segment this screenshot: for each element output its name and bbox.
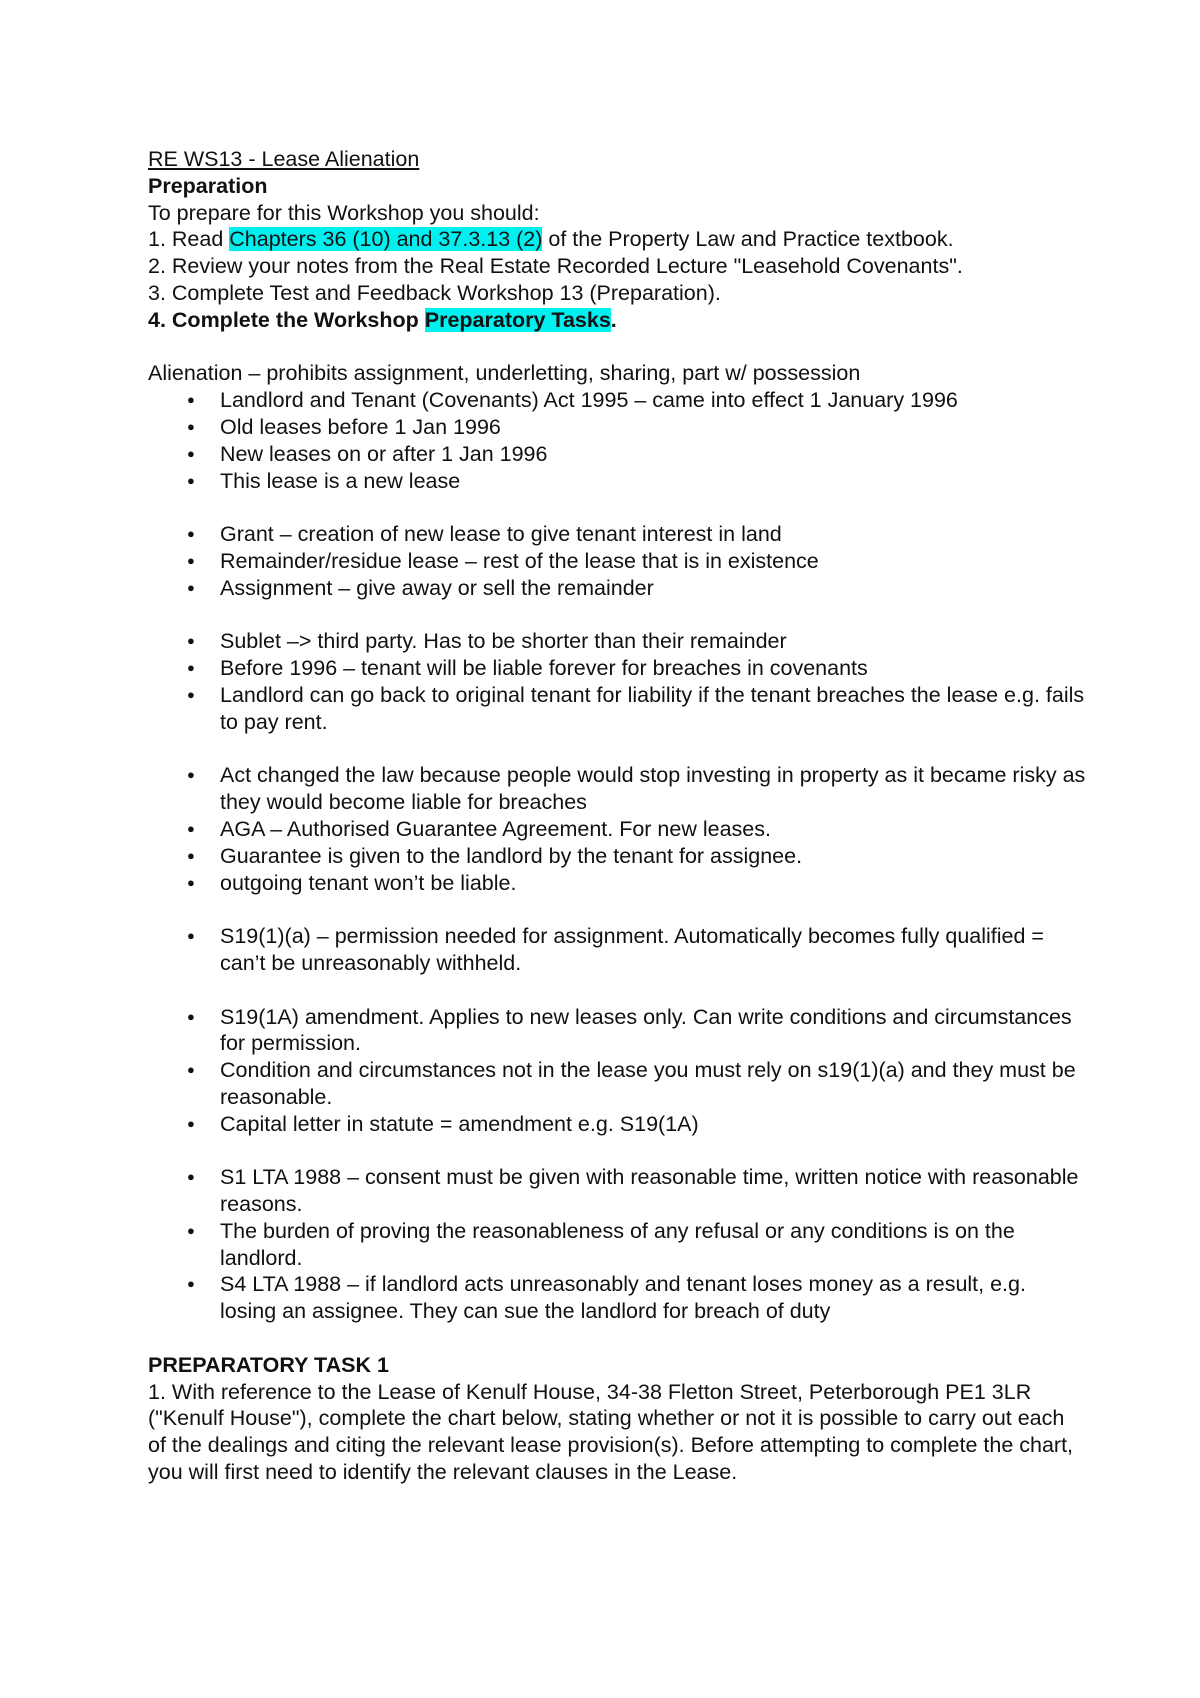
bullet-item: ● S4 LTA 1988 – if landlord acts unreasonably and tenant loses money as a result, e.g. losing an assignee. They can sue the landlord for breach of duty [187,1272,1026,1324]
bullet-icon: ● [187,552,195,568]
alienation-heading: Alienation – prohibits assignment, underletting, sharing, part w/ possession [148,361,861,386]
bullet-item: ● Condition and circumstances not in the lease you must rely on s19(1)(a) and they must be reasonable. [187,1058,1076,1109]
spacer [148,896,1088,923]
spacer [148,736,1088,763]
bullet-icon: ● [187,847,195,863]
bullet-icon: ● [187,1222,195,1238]
bullet-item: ● This lease is a new lease [187,468,461,493]
bullet-item: ● S19(1A) amendment. Applies to new leases only. Can write conditions and circumstances for permission. [187,1004,1072,1056]
bullet-item: ● Landlord and Tenant (Covenants) Act 1995 – came into effect 1 January 1996 [187,388,958,413]
spacer [148,494,1088,521]
bullet-item: ● Act changed the law because people would stop investing in property as it became risky as they would become liable for breaches [187,763,1086,815]
bullet-list-grant [148,521,1088,601]
bullet-item: ● New leases on or after 1 Jan 1996 [187,441,548,466]
bullet-item: ● Remainder/residue lease – rest of the lease that is in existence [187,548,819,573]
bullet-item: ● Guarantee is given to the landlord by the tenant for assignee. [187,843,803,868]
spacer [148,334,1088,361]
bullet-list-lta-1988 [148,1164,1088,1325]
prep-step-4 [148,307,1088,334]
bullet-item: ● outgoing tenant won’t be liable. [187,870,517,895]
bullet-item: ● Sublet –> third party. Has to be shorter than their remainder [187,629,787,654]
prep-step-2: 2. Review your notes from the Real Estate Recorded Lecture "Leasehold Covenants". [148,254,963,279]
intro-text: To prepare for this Workshop you should: [148,200,540,225]
bullet-item: ● Landlord can go back to original tenant for liability if the tenant breaches the lease e.g. fails to pay rent. [187,682,1085,734]
bullet-icon: ● [187,820,195,836]
bullet-list-act-1995 [148,387,1088,494]
bullet-icon: ● [187,928,195,944]
bullet-list-s19-1a [148,923,1088,977]
bullet-item: ● The burden of proving the reasonableness of any refusal or any conditions is on the landlord. [187,1218,1015,1270]
bullet-icon: ● [187,1115,195,1131]
bullet-item: ● Capital letter in statute = amendment e.g. S19(1A) [187,1111,699,1136]
bullet-icon: ● [187,526,195,542]
bullet-item: ● Before 1996 – tenant will be liable forever for breaches in covenants [187,656,868,681]
bullet-icon: ● [187,1062,195,1078]
prep-step-1 [148,226,1088,253]
bullet-icon: ● [187,660,195,676]
bullet-icon: ● [187,1008,195,1024]
bullet-icon: ● [187,633,195,649]
preparatory-tasks-highlight: Preparatory Tasks [424,307,611,332]
bullet-item: ● Old leases before 1 Jan 1996 [187,414,501,439]
bullet-icon: ● [187,579,195,595]
prep-step-1-suffix: of the Property Law and Practice textbook. [542,227,954,252]
bullet-icon: ● [187,1169,195,1185]
bullet-icon: ● [187,445,195,461]
bullet-item: ● S19(1)(a) – permission needed for assignment. Automatically becomes fully qualified = can’t be unreasonably withheld. [187,924,1044,975]
prep-step-1-prefix: 1. Read [148,227,230,252]
bullet-item: ● S1 LTA 1988 – consent must be given with reasonable time, written notice with reasonable reasons. [187,1165,1079,1217]
bullet-item: ● Assignment – give away or sell the remainder [187,575,654,600]
section-heading-preparation: Preparation [148,173,268,198]
chapters-highlight: Chapters 36 (10) and 37.3.13 (2) [229,227,543,252]
bullet-icon: ● [187,392,195,408]
bullet-icon: ● [187,472,195,488]
bullet-icon: ● [187,1276,195,1292]
spacer [148,977,1088,1004]
bullet-icon: ● [187,418,195,434]
prep-step-3: 3. Complete Test and Feedback Workshop 13 (Preparation). [148,280,721,305]
bullet-list-sublet [148,628,1088,735]
bullet-icon: ● [187,767,195,783]
bullet-item: ● AGA – Authorised Guarantee Agreement. For new leases. [187,816,771,841]
document-page [148,146,1088,1486]
task-body: 1. With reference to the Lease of Kenulf House, 34-38 Fletton Street, Peterborough PE1 3LR ("Kenulf House"), complete the chart below, stating whether or not it is possible to carry out each of the dealings and citing the relevant lease provision(s). Before attempting to complete the chart, you will first need to identify the relevant clauses in the Lease. [148,1379,1074,1485]
prep-step-4-suffix: . [610,307,617,332]
bullet-list-aga [148,762,1088,896]
bullet-icon: ● [187,874,195,890]
spacer [148,1137,1088,1164]
bullet-list-amendment [148,1004,1088,1138]
document-title: RE WS13 - Lease Alienation [148,147,420,171]
spacer [148,1325,1088,1352]
bullet-icon: ● [187,686,195,702]
bullet-item: ● Grant – creation of new lease to give tenant interest in land [187,522,782,547]
spacer [148,602,1088,629]
task-heading: PREPARATORY TASK 1 [148,1352,389,1377]
prep-step-4-prefix: 4. Complete the Workshop [148,307,425,332]
